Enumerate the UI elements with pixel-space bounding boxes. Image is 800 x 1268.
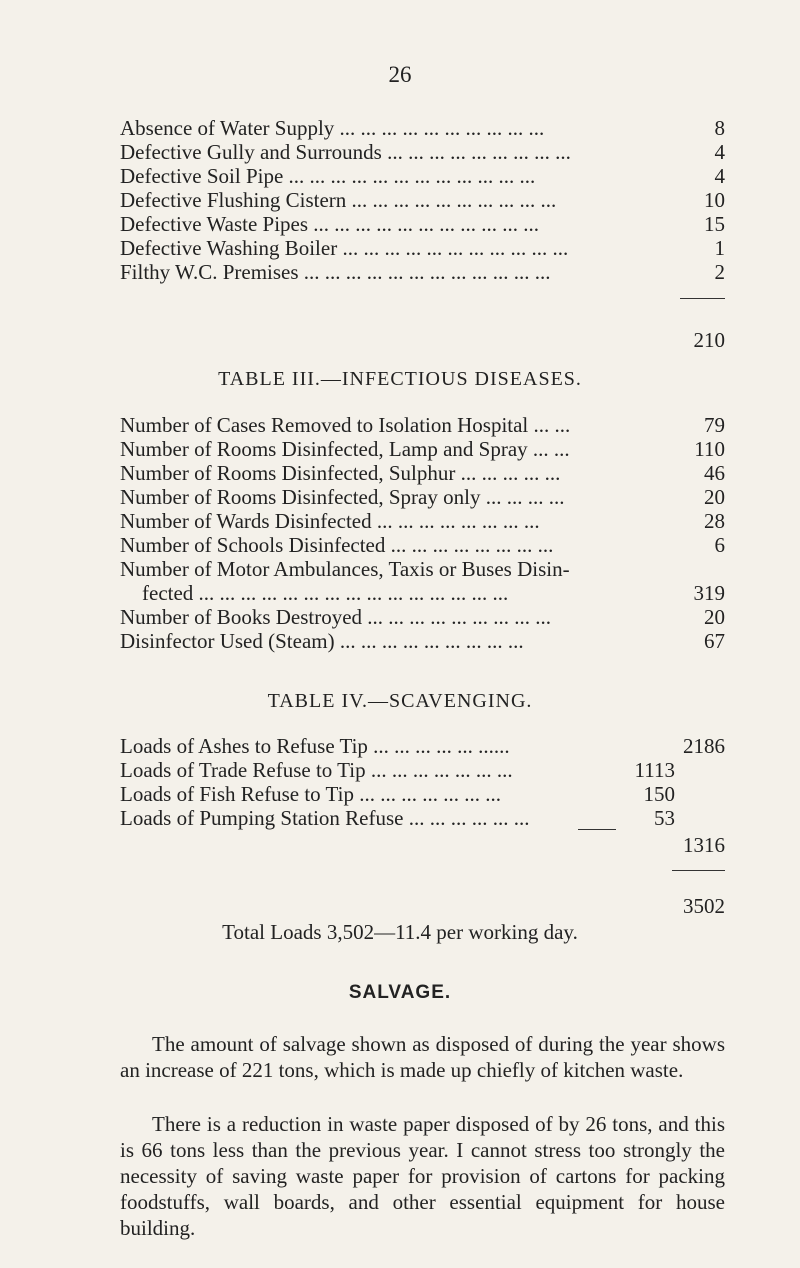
row-value: 6 [714,533,725,557]
row-label: Number of Motor Ambulances, Taxis or Buses Disin- [120,557,570,581]
row-value: 20 [704,485,725,509]
row-label: Loads of Pumping Station Refuse ... ... ... ... ... ... [120,806,530,830]
list-item [120,211,725,237]
item-label: Defective Soil Pipe ... ... ... ... ... ... ... ... ... ... ... ... [120,164,536,188]
table-row [120,508,725,534]
row-label: Loads of Trade Refuse to Tip ... ... ... ... ... ... ... [120,758,513,782]
item-label: Absence of Water Supply ... ... ... ... ... ... ... ... ... ... [120,116,545,140]
table3-title: TABLE III.—INFECTIOUS DISEASES. [218,368,582,390]
item-value: 4 [714,140,725,164]
table-row [120,532,725,558]
row-label: Number of Schools Disinfected ... ... ... ... ... ... ... ... [120,533,554,557]
row-label: Loads of Fish Refuse to Tip ... ... ... ... ... ... ... [120,782,501,806]
row-value: 2186 [683,734,725,758]
row-value: 110 [694,437,725,461]
row-label: Loads of Ashes to Refuse Tip ... ... ... ... ... ...... [120,734,510,758]
item-value: 1 [714,236,725,260]
item-value: 8 [714,116,725,140]
item-label: Defective Washing Boiler ... ... ... ... ... ... ... ... ... ... ... [120,236,569,260]
item-label: Defective Gully and Surrounds ... ... ... ... ... ... ... ... ... [120,140,571,164]
subtotal-value: 1316 [683,833,725,857]
list-item [120,139,725,165]
row-label: Number of Rooms Disinfected, Spray only ... ... ... ... [120,485,565,509]
row-value: 319 [693,581,725,605]
row-value: 46 [704,461,725,485]
table-row [120,733,725,759]
paragraph: The amount of salvage shown as disposed of during the year shows an increase of 221 tons, which is made up chiefly of kitchen waste. [120,1032,725,1082]
subtotal-rule [578,829,616,830]
row-subvalue: 1113 [634,758,675,782]
row-label: Number of Books Destroyed ... ... ... ... ... ... ... ... ... [120,605,552,629]
item-value: 15 [704,212,725,236]
row-label: Disinfector Used (Steam) ... ... ... ... ... ... ... ... ... [120,629,524,653]
table-row [120,781,725,807]
table-row [120,628,725,654]
row-value: 67 [704,629,725,653]
paragraph: There is a reduction in waste paper disposed of by 26 tons, and this is 66 tons less than the previous year. I cannot stress too strongly the necessity of saving waste paper for provision of cartons for packing foodstuffs, wall boards, and other essential equipment for house building. [120,1112,725,1240]
item-label: Defective Flushing Cistern ... ... ... ... ... ... ... ... ... ... [120,188,557,212]
total-loads: Total Loads 3,502—11.4 per working day. [222,920,578,944]
table-row [120,604,725,630]
table-row [120,436,725,462]
row-value: 28 [704,509,725,533]
item-value: 2 [714,260,725,284]
page-number: 26 [388,62,412,87]
complaints-total: 210 [693,328,725,352]
row-subvalue: 53 [654,806,675,830]
table-row [120,805,725,831]
row-label: Number of Wards Disinfected ... ... ... ... ... ... ... ... [120,509,540,533]
table4-title: TABLE IV.—SCAVENGING. [267,690,533,712]
row-label: Number of Rooms Disinfected, Sulphur ... ... ... ... ... [120,461,561,485]
item-label: Defective Waste Pipes ... ... ... ... ... ... ... ... ... ... ... [120,212,540,236]
list-item [120,187,725,213]
row-label: fected ... ... ... ... ... ... ... ... ... ... ... ... ... ... ... [142,581,509,605]
list-item [120,115,725,141]
sum-rule [672,870,725,871]
table-row [120,757,725,783]
sum-rule [680,298,725,299]
row-value: 79 [704,413,725,437]
row-label: Number of Rooms Disinfected, Lamp and Spray ... ... [120,437,570,461]
table-row [120,412,725,438]
item-value: 10 [704,188,725,212]
table-row [120,484,725,510]
item-value: 4 [714,164,725,188]
list-item [120,235,725,261]
list-item [120,259,725,285]
grand-total: 3502 [683,894,725,918]
row-value: 20 [704,605,725,629]
row-subvalue: 150 [643,782,675,806]
item-label: Filthy W.C. Premises ... ... ... ... ... ... ... ... ... ... ... ... [120,260,551,284]
table-row [120,460,725,486]
row-label: Number of Cases Removed to Isolation Hospital ... ... [120,413,571,437]
table-row [120,580,725,606]
salvage-title: SALVAGE. [348,982,452,1003]
list-item [120,163,725,189]
table-row [120,556,725,582]
